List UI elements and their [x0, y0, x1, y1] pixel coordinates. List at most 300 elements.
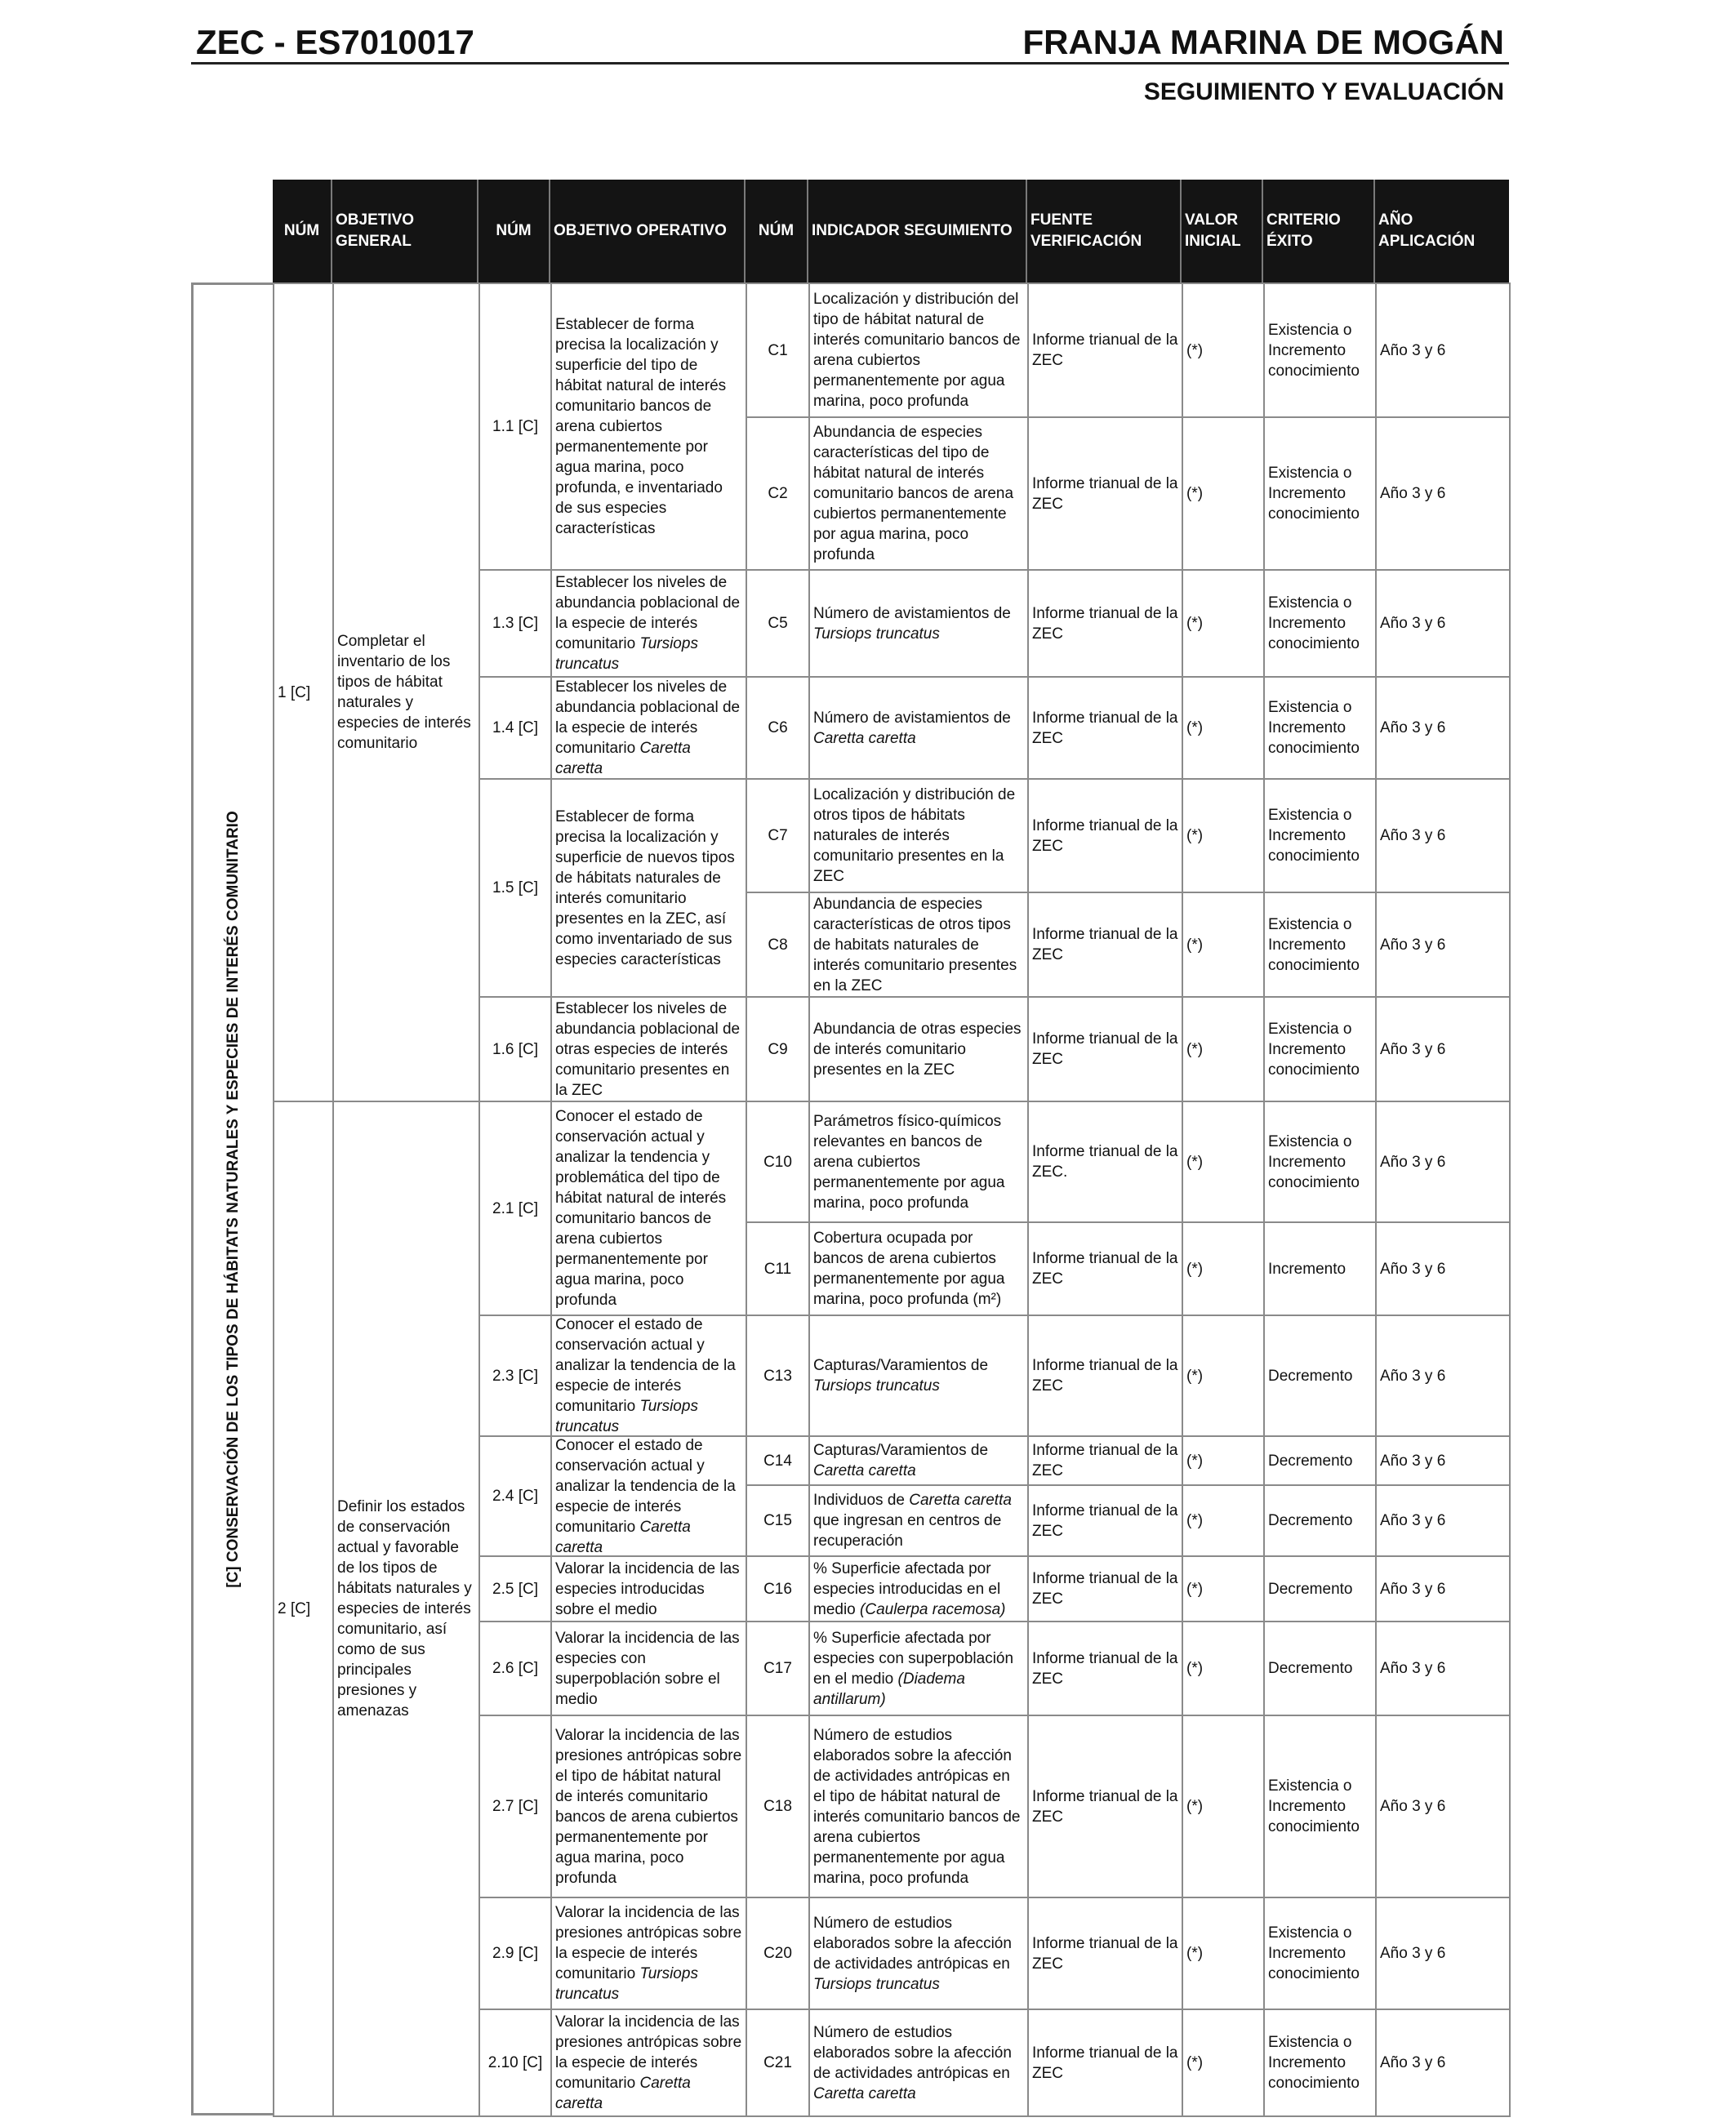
operative-objective-text: [550, 1897, 747, 2010]
indicator-description: [813, 2022, 1024, 2104]
initial-value-text: (*): [1186, 1260, 1204, 1278]
indicator-text: [808, 1484, 1029, 1557]
initial-value: [1182, 1484, 1265, 1557]
operative-objective-text: [550, 1315, 747, 1437]
indicator-num-text: C21: [763, 2054, 792, 2071]
indicator-text: [808, 1221, 1029, 1316]
indicator-num: [746, 1101, 810, 1223]
operative-objective-text: [550, 996, 747, 1102]
success-criterion-text: Existencia o Incremento conocimiento: [1268, 807, 1360, 865]
indicator-num-text: C11: [763, 1260, 792, 1278]
application-year: [1375, 1484, 1511, 1557]
indicator-text: [808, 1621, 1029, 1716]
verification-source-text: Informe trianual de la ZEC: [1032, 1357, 1178, 1395]
table-header: [273, 180, 1509, 282]
application-year: [1375, 1101, 1511, 1223]
verification-source: [1027, 996, 1183, 1102]
operative-objective-description-text: Establecer los niveles de abundancia poblacional de la especie de interés comunitario: [555, 678, 741, 757]
success-criterion: [1263, 1555, 1377, 1622]
section-label: [C] CONSERVACIÓN DE LOS TIPOS DE HÁBITATS NATURALES Y ESPECIES DE INTERÉS COMUNITARIO: [224, 810, 242, 1588]
indicator-text: [808, 1101, 1029, 1223]
application-year: [1375, 1621, 1511, 1716]
general-objective-text: [332, 1101, 480, 2117]
indicator-description-text: Abundancia de otras especies de interés comunitario presentes en la ZEC: [813, 1020, 1022, 1079]
application-year-text: Año 3 y 6: [1380, 1512, 1446, 1529]
operative-objective-text: [550, 1435, 747, 1557]
operative-objective-num: [479, 2009, 552, 2117]
operative-objective-description: [555, 807, 742, 970]
document-code: ZEC - ES7010017: [196, 23, 474, 61]
verification-source-text: Informe trianual de la ZEC: [1032, 2044, 1178, 2082]
initial-value: [1182, 996, 1265, 1102]
indicator-num: [746, 1315, 810, 1437]
indicator-description: [813, 894, 1024, 996]
success-criterion: [1263, 676, 1377, 780]
success-criterion: [1263, 1621, 1377, 1716]
indicator-description-species: Caretta caretta: [909, 1492, 1012, 1509]
operative-objective-description-text: Conocer el estado de conservación actual y analizar la tendencia de la especie de interés comunitario: [555, 1436, 736, 1536]
indicator-num-text: C15: [763, 1512, 792, 1529]
indicator-num-text: C6: [768, 719, 788, 736]
initial-value: [1182, 1315, 1265, 1437]
operative-objective-num-text: 1.1 [C]: [492, 418, 538, 435]
indicator-num: [746, 569, 810, 678]
general-objective-num: [273, 1101, 334, 2117]
indicator-description: [813, 1228, 1024, 1310]
indicator-description-text: Número de estudios elaborados sobre la afección de actividades antrópicas en el tipo de hábitat natural de interés comunitario bancos de arena cubiertos permanentemente por agua marina, poco profunda: [813, 1726, 1021, 1887]
indicator-num: [746, 1897, 810, 2010]
indicator-description: [813, 1628, 1024, 1710]
verification-source: [1027, 416, 1183, 571]
success-criterion-text: Existencia o Incremento conocimiento: [1268, 465, 1360, 523]
indicator-num-text: C5: [768, 615, 788, 632]
indicator-description-text: Localización y distribución de otros tipos de hábitats naturales de interés comunitario presentes en la ZEC: [813, 786, 1016, 885]
indicator-num: [746, 1555, 810, 1622]
application-year-text: Año 3 y 6: [1380, 2054, 1446, 2071]
initial-value-text: (*): [1186, 615, 1204, 632]
application-year: [1375, 892, 1511, 998]
indicator-num-text: C13: [763, 1367, 792, 1385]
success-criterion: [1263, 1221, 1377, 1316]
indicator-num: [746, 1621, 810, 1716]
indicator-description-text: % Superficie afectada por especies introducidas en el medio: [813, 1559, 1001, 1618]
initial-value-text: (*): [1186, 2054, 1204, 2071]
operative-objective-description: [555, 1435, 742, 1557]
operative-objective-text: [550, 676, 747, 780]
indicator-description-text: Abundancia de especies características del tipo de hábitat natural de interés comunitario bancos de arena cubiertos permanentemente por agua marina, poco profunda: [813, 424, 1014, 563]
initial-value-text: (*): [1186, 1040, 1204, 1058]
initial-value-text: (*): [1186, 1945, 1204, 1962]
initial-value: [1182, 1621, 1265, 1716]
verification-source-text: Informe trianual de la ZEC: [1032, 1030, 1178, 1068]
general-objective-description: Definir los estados de conservación actual y favorable de los tipos de hábitats naturales y especies de interés comunitario, así como de sus principales presiones y amenazas: [337, 1498, 472, 1719]
initial-value-text: (*): [1186, 1153, 1204, 1171]
operative-objective-text: [550, 569, 747, 678]
operative-objective-description-text: Valorar la incidencia de las especies con superpoblación sobre el medio: [555, 1629, 740, 1708]
general-objective-num-text: 1 [C]: [278, 683, 311, 701]
verification-source-text: Informe trianual de la ZEC: [1032, 1442, 1178, 1479]
verification-source: [1027, 1435, 1183, 1486]
success-criterion: [1263, 1101, 1377, 1223]
success-criterion: [1263, 282, 1377, 418]
success-criterion-text: Decremento: [1268, 1580, 1353, 1598]
application-year: [1375, 676, 1511, 780]
operative-objective-text: [550, 282, 747, 571]
indicator-description-species: Caretta caretta: [813, 729, 916, 747]
verification-source-text: Informe trianual de la ZEC: [1032, 1250, 1178, 1288]
operative-objective-num-text: 2.6 [C]: [492, 1660, 538, 1677]
verification-source: [1027, 569, 1183, 678]
verification-source: [1027, 1315, 1183, 1437]
indicator-text: [808, 2009, 1029, 2117]
verification-source: [1027, 1221, 1183, 1316]
indicator-description-species: Tursiops truncatus: [813, 1975, 940, 1993]
verification-source: [1027, 1621, 1183, 1716]
application-year-text: Año 3 y 6: [1380, 1367, 1446, 1385]
initial-value-text: (*): [1186, 1580, 1204, 1598]
indicator-description: [813, 1725, 1024, 1888]
indicator-num: [746, 2009, 810, 2117]
indicator-description: [813, 1019, 1024, 1080]
success-criterion: [1263, 1897, 1377, 2010]
application-year: [1375, 1315, 1511, 1437]
indicator-description-species: (Diadema antillarum): [813, 1670, 965, 1708]
verification-source: [1027, 676, 1183, 780]
operative-objective-description-text: Establecer los niveles de abundancia poblacional de otras especies de interés comunitario presentes en la ZEC: [555, 999, 741, 1099]
initial-value-text: (*): [1186, 485, 1204, 502]
application-year-text: Año 3 y 6: [1380, 1945, 1446, 1962]
indicator-description-species: Caretta caretta: [813, 2084, 916, 2102]
indicator-text: [808, 282, 1029, 418]
col-indicator: INDICADOR SEGUIMIENTO: [808, 180, 1027, 282]
application-year-text: Año 3 y 6: [1380, 1452, 1446, 1470]
operative-objective-description-text: Conocer el estado de conservación actual y analizar la tendencia de la especie de interés comunitario: [555, 1316, 736, 1415]
operative-objective-text: [550, 1101, 747, 1316]
application-year: [1375, 1897, 1511, 2010]
operative-objective-description-text: Valorar la incidencia de las presiones antrópicas sobre la especie de interés comunitario: [555, 1904, 742, 1982]
success-criterion: [1263, 996, 1377, 1102]
indicator-description-text: Número de estudios elaborados sobre la afección de actividades antrópicas en: [813, 2023, 1012, 2082]
success-criterion-text: Incremento: [1268, 1260, 1347, 1278]
application-year-text: Año 3 y 6: [1380, 485, 1446, 502]
operative-objective-num-text: 1.6 [C]: [492, 1040, 538, 1058]
verification-source: [1027, 1555, 1183, 1622]
indicator-description-text: Número de avistamientos de: [813, 604, 1011, 622]
operative-objective-description: [555, 1315, 742, 1437]
verification-source-text: Informe trianual de la ZEC: [1032, 816, 1178, 855]
application-year: [1375, 416, 1511, 571]
indicator-description-text: Número de estudios elaborados sobre la afección de actividades antrópicas en: [813, 1914, 1012, 1973]
operative-objective-num-text: 2.1 [C]: [492, 1199, 538, 1217]
initial-value: [1182, 282, 1265, 418]
indicator-text: [808, 1555, 1029, 1622]
operative-objective-text: [550, 1621, 747, 1716]
operative-objective-description-text: Establecer los niveles de abundancia poblacional de la especie de interés comunitario: [555, 574, 741, 652]
verification-source-text: Informe trianual de la ZEC: [1032, 926, 1178, 963]
operative-objective-description: [555, 1559, 742, 1620]
indicator-num: [746, 1221, 810, 1316]
success-criterion-text: Existencia o Incremento conocimiento: [1268, 321, 1360, 380]
indicator-num-text: C17: [763, 1660, 792, 1677]
operative-objective-description: [555, 2012, 742, 2114]
success-criterion: [1263, 569, 1377, 678]
indicator-description-text: Capturas/Varamientos de: [813, 1442, 989, 1459]
initial-value: [1182, 2009, 1265, 2117]
application-year-text: Año 3 y 6: [1380, 341, 1446, 359]
general-objective-text: [332, 282, 480, 1102]
general-objective-num: [273, 282, 334, 1102]
verification-source-text: Informe trianual de la ZEC.: [1032, 1143, 1178, 1181]
operative-objective-description: [555, 999, 742, 1101]
indicator-num: [746, 1435, 810, 1486]
operative-objective-description-species: Tursiops truncatus: [555, 1398, 698, 1435]
initial-value-text: (*): [1186, 936, 1204, 954]
general-objective-description: Completar el inventario de los tipos de hábitat naturales y especies de interés comunitario: [337, 633, 471, 752]
indicator-text: [808, 1315, 1029, 1437]
indicator-description: [813, 1913, 1024, 1995]
col-initial-value: VALOR INICIAL: [1182, 180, 1263, 282]
success-criterion-text: Existencia o Incremento conocimiento: [1268, 1132, 1360, 1191]
application-year-text: Año 3 y 6: [1380, 1260, 1446, 1278]
application-year-text: Año 3 y 6: [1380, 1798, 1446, 1815]
initial-value: [1182, 569, 1265, 678]
success-criterion-text: Decremento: [1268, 1367, 1353, 1385]
verification-source: [1027, 2009, 1183, 2117]
indicator-description: [813, 603, 1024, 644]
col-num-operative: NÚM: [479, 180, 550, 282]
success-criterion-text: Existencia o Incremento conocimiento: [1268, 1924, 1360, 1982]
indicator-description-text: Cobertura ocupada por bancos de arena cubiertos permanentemente por agua marina, poco profunda (m²): [813, 1230, 1005, 1308]
success-criterion-text: Existencia o Incremento conocimiento: [1268, 1020, 1360, 1079]
col-general-objective: OBJETIVO GENERAL: [332, 180, 479, 282]
verification-source-text: Informe trianual de la ZEC: [1032, 1570, 1178, 1608]
initial-value: [1182, 1101, 1265, 1223]
operative-objective-description-text: Valorar la incidencia de las presiones antrópicas sobre la especie de interés comunitario: [555, 2013, 742, 2092]
operative-objective-description-text: Conocer el estado de conservación actual y analizar la tendencia y problemática del tipo de hábitat natural de interés comunitario bancos de arena cubiertos permanentemente por agua marina, poco profunda: [555, 1108, 727, 1309]
indicator-description-species: Tursiops truncatus: [813, 625, 940, 643]
col-num-general: NÚM: [273, 180, 332, 282]
initial-value: [1182, 416, 1265, 571]
verification-source-text: Informe trianual de la ZEC: [1032, 474, 1178, 513]
document-title: FRANJA MARINA DE MOGÁN: [1022, 23, 1504, 61]
initial-value-text: (*): [1186, 827, 1204, 844]
verification-source: [1027, 1715, 1183, 1898]
success-criterion: [1263, 1484, 1377, 1557]
operative-objective-text: [550, 778, 747, 998]
success-criterion-text: Existencia o Incremento conocimiento: [1268, 1777, 1360, 1835]
indicator-description: [813, 1355, 1024, 1396]
indicator-text: [808, 569, 1029, 678]
initial-value-text: (*): [1186, 719, 1204, 736]
indicator-text: [808, 778, 1029, 893]
application-year-text: Año 3 y 6: [1380, 1580, 1446, 1598]
initial-value: [1182, 1221, 1265, 1316]
indicator-description-text-after: que ingresan en centros de recuperación: [813, 1512, 1002, 1550]
indicator-num: [746, 778, 810, 893]
operative-objective-num: [479, 569, 552, 678]
indicator-description-text: % Superficie afectada por especies con superpoblación en el medio: [813, 1629, 1014, 1688]
application-year: [1375, 1221, 1511, 1316]
indicator-description-text: Capturas/Varamientos de: [813, 1357, 989, 1374]
application-year-text: Año 3 y 6: [1380, 827, 1446, 844]
section-column: [191, 282, 273, 2115]
verification-source-text: Informe trianual de la ZEC: [1032, 1501, 1178, 1540]
indicator-num-text: C10: [763, 1153, 792, 1171]
operative-objective-description: [555, 1628, 742, 1710]
success-criterion-text: Decremento: [1268, 1512, 1353, 1529]
indicator-text: [808, 676, 1029, 780]
operative-objective-num-text: 2.7 [C]: [492, 1798, 538, 1815]
success-criterion-text: Decremento: [1268, 1452, 1353, 1470]
success-criterion: [1263, 416, 1377, 571]
operative-objective-num: [479, 1555, 552, 1622]
verification-source: [1027, 1101, 1183, 1223]
operative-objective-num-text: 2.4 [C]: [492, 1488, 538, 1505]
indicator-num: [746, 676, 810, 780]
verification-source-text: Informe trianual de la ZEC: [1032, 1787, 1178, 1826]
indicator-num: [746, 282, 810, 418]
verification-source: [1027, 778, 1183, 893]
verification-source-text: Informe trianual de la ZEC: [1032, 604, 1178, 643]
initial-value-text: (*): [1186, 1798, 1204, 1815]
operative-objective-description-text: Establecer de forma precisa la localización y superficie de nuevos tipos de hábitats naturales de interés comunitario presentes en la ZEC, así como inventariado de sus especies características: [555, 807, 735, 968]
operative-objective-num: [479, 676, 552, 780]
success-criterion: [1263, 1435, 1377, 1486]
indicator-description-text: Parámetros físico-químicos relevantes en bancos de arena cubiertos permanentemente por agua marina, poco profunda: [813, 1112, 1005, 1212]
operative-objective-num: [479, 1315, 552, 1437]
indicator-description-text: Individuos de: [813, 1492, 910, 1509]
operative-objective-num: [479, 778, 552, 998]
header-divider: [191, 62, 1509, 65]
verification-source-text: Informe trianual de la ZEC: [1032, 709, 1178, 747]
operative-objective-num-text: 2.10 [C]: [487, 2054, 543, 2071]
application-year-text: Año 3 y 6: [1380, 936, 1446, 954]
indicator-num-text: C2: [768, 485, 788, 502]
verification-source: [1027, 892, 1183, 998]
indicator-num-text: C9: [768, 1040, 788, 1058]
indicator-text: [808, 996, 1029, 1102]
indicator-description: [813, 1440, 1024, 1481]
initial-value: [1182, 1435, 1265, 1486]
indicator-num-text: C18: [763, 1798, 792, 1815]
operative-objective-num-text: 1.3 [C]: [492, 615, 538, 632]
success-criterion-text: Decremento: [1268, 1660, 1353, 1677]
application-year: [1375, 569, 1511, 678]
application-year: [1375, 1555, 1511, 1622]
col-criterion: CRITERIO ÉXITO: [1263, 180, 1375, 282]
indicator-num-text: C7: [768, 827, 788, 844]
initial-value-text: (*): [1186, 1452, 1204, 1470]
success-criterion: [1263, 778, 1377, 893]
indicator-num-text: C16: [763, 1580, 792, 1598]
indicator-num-text: C20: [763, 1945, 792, 1962]
initial-value: [1182, 892, 1265, 998]
indicator-num: [746, 1715, 810, 1898]
col-operative-objective: OBJETIVO OPERATIVO: [550, 180, 746, 282]
operative-objective-description-species: Caretta caretta: [555, 740, 691, 777]
operative-objective-description: [555, 314, 742, 539]
indicator-description-species: Caretta caretta: [813, 1462, 916, 1479]
operative-objective-num: [479, 282, 552, 571]
operative-objective-description-text: Establecer de forma precisa la localización y superficie del tipo de hábitat natural de interés comunitario bancos de arena cubiertos permanentemente por agua marina, poco profunda, e inventariado de sus especies características: [555, 316, 727, 537]
indicator-description: [813, 422, 1024, 565]
operative-objective-num-text: 2.9 [C]: [492, 1945, 538, 1962]
verification-source: [1027, 1484, 1183, 1557]
operative-objective-description: [555, 572, 742, 674]
application-year-text: Año 3 y 6: [1380, 1153, 1446, 1171]
success-criterion-text: Existencia o Incremento conocimiento: [1268, 594, 1360, 652]
operative-objective-num: [479, 1101, 552, 1316]
success-criterion-text: Existencia o Incremento conocimiento: [1268, 2034, 1360, 2092]
application-year: [1375, 1435, 1511, 1486]
operative-objective-num-text: 2.5 [C]: [492, 1580, 538, 1598]
indicator-description-species: (Caulerpa racemosa): [860, 1600, 1006, 1618]
initial-value-text: (*): [1186, 1660, 1204, 1677]
col-source: FUENTE VERIFICACIÓN: [1027, 180, 1182, 282]
indicator-description: [813, 1490, 1024, 1551]
indicator-description-text: Localización y distribución del tipo de hábitat natural de interés comunitario bancos de arena cubiertos permanentemente por agua marina, poco profunda: [813, 291, 1021, 410]
indicator-description: [813, 1111, 1024, 1213]
operative-objective-description: [555, 1106, 742, 1310]
operative-objective-text: [550, 2009, 747, 2117]
indicator-description: [813, 785, 1024, 887]
indicator-num: [746, 416, 810, 571]
success-criterion: [1263, 892, 1377, 998]
operative-objective-text: [550, 1555, 747, 1622]
operative-objective-description-text: Valorar la incidencia de las especies introducidas sobre el medio: [555, 1559, 740, 1618]
indicator-description-species: Tursiops truncatus: [813, 1377, 940, 1395]
verification-source: [1027, 282, 1183, 418]
indicator-num-text: C14: [763, 1452, 792, 1470]
indicator-description-text: Abundancia de especies características de otros tipos de habitats naturales de interés comunitario presentes en la ZEC: [813, 895, 1017, 994]
application-year-text: Año 3 y 6: [1380, 719, 1446, 736]
indicator-text: [808, 892, 1029, 998]
initial-value: [1182, 1555, 1265, 1622]
indicator-text: [808, 416, 1029, 571]
initial-value-text: (*): [1186, 1367, 1204, 1385]
application-year-text: Año 3 y 6: [1380, 1040, 1446, 1058]
initial-value: [1182, 1715, 1265, 1898]
indicator-num: [746, 892, 810, 998]
success-criterion-text: Existencia o Incremento conocimiento: [1268, 915, 1360, 974]
initial-value: [1182, 676, 1265, 780]
success-criterion: [1263, 1315, 1377, 1437]
operative-objective-num: [479, 1897, 552, 2010]
application-year: [1375, 1715, 1511, 1898]
operative-objective-num: [479, 1621, 552, 1716]
indicator-num: [746, 1484, 810, 1557]
application-year: [1375, 778, 1511, 893]
col-year: AÑO APLICACIÓN: [1378, 211, 1476, 250]
initial-value-text: (*): [1186, 341, 1204, 359]
indicator-text: [808, 1897, 1029, 2010]
success-criterion-text: Existencia o Incremento conocimiento: [1268, 699, 1360, 757]
application-year: [1375, 996, 1511, 1102]
operative-objective-text: [550, 1715, 747, 1898]
operative-objective-description: [555, 677, 742, 779]
success-criterion: [1263, 1715, 1377, 1898]
operative-objective-num-text: 1.5 [C]: [492, 879, 538, 896]
application-year-text: Año 3 y 6: [1380, 1660, 1446, 1677]
application-year: [1375, 2009, 1511, 2117]
general-objective-num-text: 2 [C]: [278, 1600, 311, 1617]
operative-objective-description-species: Tursiops truncatus: [555, 1965, 698, 2003]
operative-objective-description-species: Tursiops truncatus: [555, 635, 698, 673]
verification-source: [1027, 1897, 1183, 2010]
operative-objective-description-text: Valorar la incidencia de las presiones antrópicas sobre el tipo de hábitat natural de interés comunitario bancos de arena cubiertos permanentemente por agua marina, poco profunda: [555, 1726, 742, 1887]
initial-value-text: (*): [1186, 1512, 1204, 1529]
document-subtitle: SEGUIMIENTO Y EVALUACIÓN: [1143, 78, 1504, 105]
